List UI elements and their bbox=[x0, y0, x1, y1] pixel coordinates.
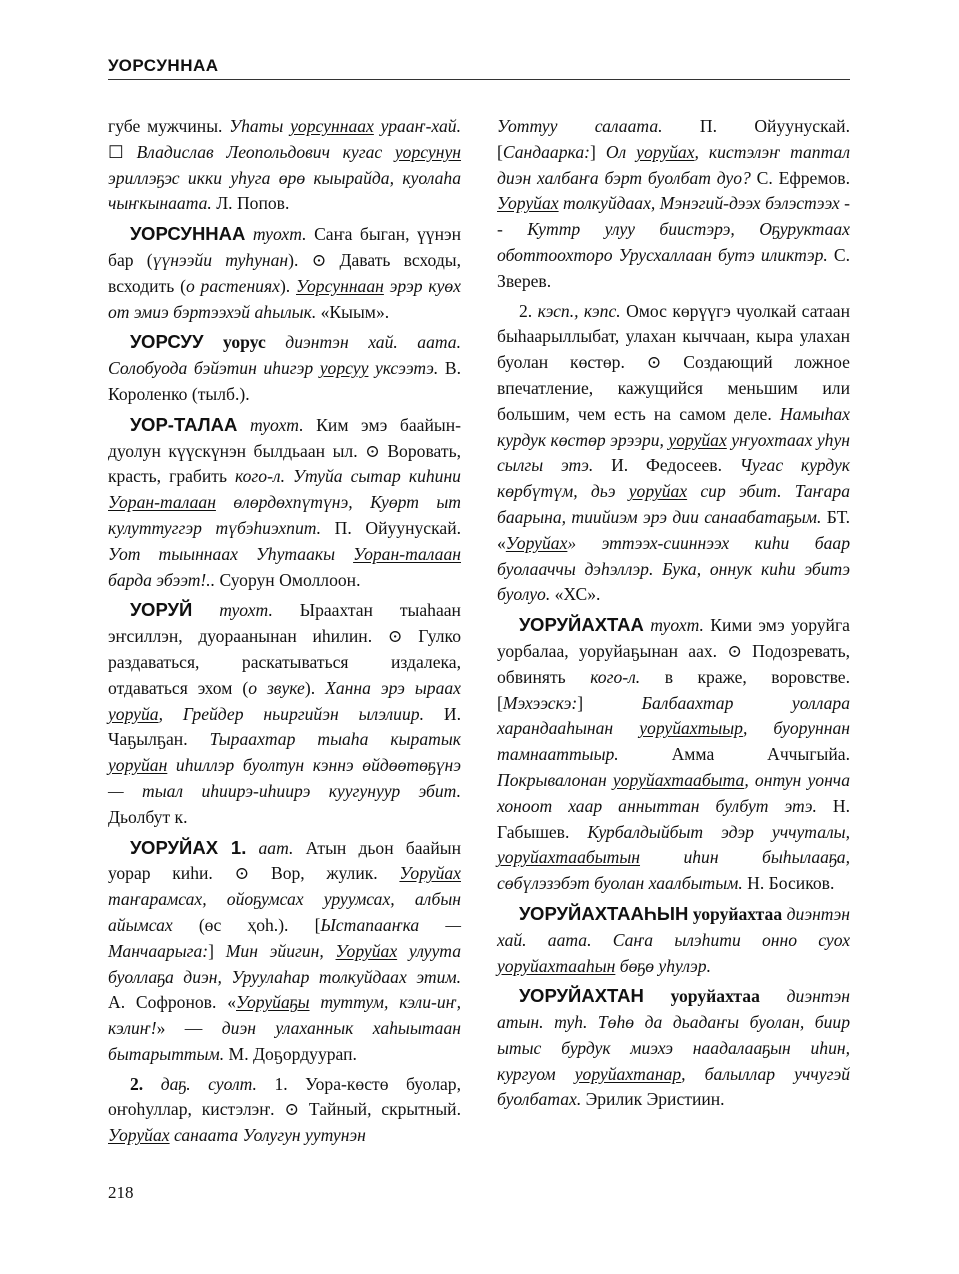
headword: УОРУЙАХ 1. bbox=[130, 836, 247, 858]
italic-text: Утуйа сытар киһини bbox=[293, 466, 461, 487]
headword: УОР-ТАЛАА bbox=[130, 413, 238, 435]
underlined-example-word: уоруйахтыыр bbox=[639, 718, 743, 739]
text-run: 1. Уора-көстө буолар, оҥоһуллар, кистэлэҥ. ⊙ Тайный, скрытный. bbox=[108, 1073, 461, 1120]
text-run: «Кыым». bbox=[316, 301, 390, 322]
text-run: Ыраахтан тыаһаан эҥсиллэн, дуораанынан иһилин. ⊙ Гулко раздаваться, раскатываться издалека, отдаваться эхом ( bbox=[108, 600, 461, 698]
italic-text: Сандаарка: bbox=[502, 141, 590, 162]
underlined-example-word: уоруйахтаабыта bbox=[612, 769, 745, 790]
underlined-example-word: уорсуннаах bbox=[290, 116, 374, 136]
italic-text bbox=[639, 718, 743, 738]
italic-text: Курбалдыйбыт эдэр уччуталы, bbox=[587, 821, 850, 842]
italic-text: өлөрдөхпүтүнэ, Куөрт ыт кулуттуггэр түбэһиэхпит. bbox=[108, 492, 461, 538]
dictionary-entry bbox=[108, 221, 461, 325]
text-run: ] bbox=[589, 141, 606, 162]
italic-text bbox=[108, 704, 159, 724]
dictionary-entry bbox=[497, 901, 850, 979]
italic-text: уксээтэ. bbox=[368, 358, 439, 379]
italic-text: Ол bbox=[605, 141, 637, 162]
italic-text: кого-л. bbox=[235, 466, 285, 487]
italic-text: » эттээх-сииннээх киһи баар буолааччы дэһэллэр. Бука, оннук киһи эбитэ буолуо. bbox=[497, 532, 850, 605]
text-run: Кими эмэ уоруйга уорбалаа, уоруйаҕынан аах. ⊙ Подозревать, обвинять bbox=[497, 615, 850, 687]
text-run: Суорун Омоллоон. bbox=[215, 569, 361, 590]
headword: УОРСУУ bbox=[130, 331, 204, 353]
underlined-example-word: уоруйа bbox=[108, 703, 159, 724]
italic-text bbox=[336, 941, 398, 961]
italic-text: Намыһах курдук көстөр эрээри, bbox=[497, 403, 850, 450]
text-run: Дьолбут к. bbox=[108, 806, 188, 827]
text-run: ). bbox=[279, 275, 296, 296]
italic-text bbox=[296, 276, 384, 296]
italic-text: иһин быһылааҕа, сөбүлэзэбэт буолан хаалбытым. bbox=[497, 847, 850, 894]
italic-text: туохт. bbox=[192, 600, 273, 621]
text-run: С. Зверев. bbox=[497, 244, 850, 291]
dictionary-entry bbox=[497, 983, 850, 1113]
text-run: И. Федосеев. bbox=[593, 455, 740, 476]
text-run: Атын дьон баайын уорар киһи. ⊙ Вор, жулик. bbox=[108, 837, 462, 884]
italic-text: кого-л. bbox=[590, 666, 641, 687]
italic-text: иһиллэр буолтун кэннэ өйдөөтөҕүнэ — тыал иһиирэ-иһиирэ куугунуур эбит. bbox=[108, 755, 461, 801]
headword: УОРУЙАХТААҺЫН bbox=[519, 902, 689, 924]
italic-text: о растениях bbox=[185, 275, 280, 296]
italic-text bbox=[497, 847, 640, 867]
dictionary-entry bbox=[108, 114, 461, 217]
text-run: П. Ойуунускай. [ bbox=[497, 116, 850, 162]
underlined-example-word: Уорсуннаан bbox=[296, 275, 384, 296]
dictionary-entry bbox=[108, 597, 461, 830]
dictionary-entry bbox=[497, 299, 850, 609]
italic-text bbox=[668, 430, 726, 450]
header-rule bbox=[108, 79, 850, 80]
italic-text: Тыраахтар тыаһа кыратык bbox=[209, 729, 461, 750]
italic-text: улуута буоллаҕа диэн, Уруулаһар толкуйдаах этим. bbox=[108, 940, 461, 987]
underlined-example-word: Уоруйах bbox=[335, 940, 398, 961]
underlined-example-word: Уоруйах bbox=[399, 863, 461, 884]
underlined-example-word: Уоруйаҕы bbox=[236, 992, 310, 1013]
italic-text: туохт. bbox=[245, 224, 307, 245]
text-run: ). bbox=[304, 677, 326, 698]
text-run: 2. bbox=[519, 300, 538, 321]
italic-text: кэсп., кэпс. bbox=[537, 300, 621, 321]
italic-text: диэнтэн хай. аата. Солобуода бэйэтин иһигэр bbox=[108, 332, 461, 379]
italic-text: таҥарамсах, ойоҕумсах уруумсах, албын айымсах bbox=[108, 889, 461, 935]
text-run: (өс ҳоһ.). [ bbox=[172, 914, 321, 935]
italic-text: Чугас курдук көрбүтүм, дьэ bbox=[497, 455, 850, 502]
text-run: Н. Габышев. bbox=[497, 795, 850, 842]
italic-text: Уоттуу салаата. bbox=[497, 116, 663, 136]
underlined-example-word: Уоран-талаан bbox=[108, 492, 216, 513]
dictionary-entry bbox=[497, 114, 850, 295]
italic-text bbox=[629, 481, 687, 501]
running-title: УОРСУННАА bbox=[108, 56, 219, 75]
italic-text: диэнтэн атын. туһ. Төһө да дьадаҥы буолан, биир ытыс бурдук миэхэ наадалааҕын иһин, кургуом bbox=[497, 986, 850, 1084]
italic-text bbox=[575, 1064, 681, 1084]
bold-text: уорус bbox=[203, 332, 266, 353]
italic-text: туттум, кэли-иҥ, кэлиҥ! bbox=[108, 992, 461, 1039]
dictionary-entry bbox=[108, 412, 461, 594]
text-run bbox=[285, 466, 293, 486]
bold-text: уоруйахтаа bbox=[688, 903, 783, 924]
underlined-example-word: уоруйах bbox=[628, 481, 688, 502]
text-run: Ким эмэ баайын-дуолун күүскүнэн былдьаан ыл. ⊙ Воровать, красть, грабить bbox=[108, 414, 461, 487]
text-run: БТ. « bbox=[497, 506, 850, 553]
dictionary-entry bbox=[108, 1072, 461, 1149]
text-run: Саҥа быган, үүнэн бар ( bbox=[108, 224, 461, 270]
page-number: 218 bbox=[108, 1183, 134, 1202]
italic-text: диэнтэн хай. аата. Саҥа ылэһити онно суох bbox=[497, 903, 850, 950]
underlined-example-word: уоруйах bbox=[636, 141, 695, 162]
headword: УОРУЙ bbox=[130, 599, 193, 621]
italic-text: даҕ. суолт. bbox=[143, 1073, 257, 1094]
text-run: в краже, воровстве. [ bbox=[497, 666, 851, 713]
text-run: Н. Босиков. bbox=[742, 873, 835, 894]
italic-text: Балбаахтар уоллара харандааһынан bbox=[497, 692, 850, 739]
italic-text bbox=[236, 992, 310, 1012]
italic-text: Покрывалонан bbox=[497, 769, 613, 790]
italic-text: Ыстапааҥка — Манчаарыга: bbox=[108, 914, 461, 961]
italic-text: Владислав Леопольдович кугас bbox=[136, 141, 395, 162]
text-run: А. Софронов. « bbox=[108, 992, 236, 1013]
underlined-example-word: уоруйахтааһын bbox=[497, 955, 616, 976]
text-run: Эрилик Эристиин. bbox=[581, 1089, 725, 1110]
italic-text: , буоруннан тамнааттыыр. bbox=[497, 718, 850, 765]
italic-text: , кистэлэҥ таптал диэн халбаҥа бэрт буолбат дуо? bbox=[497, 141, 850, 188]
italic-text bbox=[108, 1125, 170, 1145]
italic-text bbox=[320, 358, 369, 378]
italic-text: , балыллар уччугэй буолбатах. bbox=[497, 1063, 851, 1110]
underlined-example-word: уорсуу bbox=[319, 358, 369, 379]
italic-text: Мэхээскэ: bbox=[502, 692, 578, 713]
dictionary-entry bbox=[108, 835, 461, 1068]
underlined-example-word: Уоруйах bbox=[108, 1125, 170, 1146]
italic-text: , онтун уонча хоноот хаар анныттан булбут этэ. bbox=[497, 769, 850, 816]
underlined-example-word: Уоруйах bbox=[497, 193, 559, 214]
text-run: Амма Аччыгыйа. bbox=[618, 744, 850, 765]
text-run: «ХС». bbox=[550, 584, 601, 605]
italic-text bbox=[395, 142, 461, 162]
italic-text: бөҕө уһулэр. bbox=[615, 955, 711, 976]
italic-text: , Грейдер ньиргийэн ылэлиир. bbox=[158, 703, 424, 724]
text-run: Л. Попов. bbox=[211, 193, 290, 214]
italic-text: толкуйдаах, Мэнэгий-дээх бэлэстээх -- Куттр улуу биистэрэ, Оҕуруктаах оботтоохторо Урусхаллаан бутэ иликтэр. bbox=[497, 193, 850, 265]
dictionary-entry bbox=[108, 329, 461, 407]
italic-text bbox=[290, 116, 374, 136]
italic-text bbox=[613, 770, 744, 790]
italic-text: барда эбээт!.. bbox=[108, 569, 216, 590]
italic-text: уҥуохтаах уһун сылгы этэ. bbox=[497, 429, 850, 476]
text-run: ] bbox=[577, 692, 642, 713]
underlined-example-word: Уоруйах bbox=[505, 532, 568, 553]
bold-text: уоруйахтаа bbox=[643, 986, 760, 1007]
italic-text bbox=[108, 755, 167, 775]
headword: УОРУЙАХТАА bbox=[519, 614, 644, 636]
text-run: губе мужчины. bbox=[108, 116, 230, 136]
italic-text bbox=[399, 863, 461, 883]
italic-text: аат. bbox=[246, 837, 294, 858]
bold-text: 2. bbox=[130, 1073, 144, 1094]
italic-text bbox=[353, 544, 461, 564]
italic-text: эриллэҕэс икки уһуга өрө кыырайда, куолаһа чыҥкынаата. bbox=[108, 167, 461, 214]
italic-text bbox=[636, 142, 694, 162]
italic-text bbox=[108, 492, 216, 512]
italic-text: санаата Уолугун уутунэн bbox=[169, 1125, 366, 1146]
italic-text: о звуке bbox=[248, 677, 305, 698]
underlined-example-word: Уоран-талаан bbox=[353, 543, 461, 564]
italic-text bbox=[497, 956, 615, 976]
text-run: » — bbox=[156, 1018, 222, 1039]
headword: УОРСУННАА bbox=[130, 223, 246, 245]
italic-text: диэн улаханнык хаһыытаан бытарыттым. bbox=[108, 1018, 461, 1064]
text-run: М. Доҕордуурап. bbox=[224, 1043, 357, 1064]
text-run: И. Чаҕылҕан. bbox=[108, 703, 461, 750]
italic-text: эрэр куөх от эмиэ бэртээхэй аһылык. bbox=[108, 275, 461, 322]
italic-text: үүнээйи туһунан bbox=[152, 249, 289, 270]
italic-text: урааҥ-хай. bbox=[373, 116, 462, 136]
italic-text: Ханна эрэ ыраах bbox=[325, 677, 461, 698]
underlined-example-word: уоруйах bbox=[668, 429, 727, 450]
text-run: В. Короленко (тылб.). bbox=[108, 358, 461, 404]
text-run: ] bbox=[208, 940, 226, 961]
italic-text: Уот тыыннаах Уһутаакы bbox=[108, 543, 354, 564]
italic-text bbox=[506, 533, 568, 553]
underlined-example-word: уоруйан bbox=[108, 755, 168, 776]
text-run: ). ⊙ Давать всходы, всходить ( bbox=[108, 249, 461, 296]
italic-text: туохт. bbox=[643, 615, 704, 636]
underlined-example-word: уорсунун bbox=[394, 141, 462, 162]
underlined-example-word: уоруйахтаабытын bbox=[497, 847, 641, 868]
italic-text: сир эбит. Таҥара баарына, тиийиэм эрэ дии санаабатаҕым. bbox=[497, 481, 850, 527]
italic-text: туохт. bbox=[237, 414, 304, 435]
headword: УОРУЙАХТАН bbox=[519, 985, 644, 1007]
text-run: П. Ойуунускай. bbox=[321, 517, 462, 538]
dictionary-entry bbox=[497, 612, 850, 897]
right-column bbox=[497, 114, 850, 1117]
left-column bbox=[108, 114, 461, 1153]
text-run: Омос көрүүгэ чуолкай сатаан быһаарыллыбат, улахан кыччаан, кыра улахан буолан көстөр. ⊙ Создающий ложное впечатление, кажущийся меньшим или большим, чем есть на самом деле. bbox=[497, 300, 850, 424]
italic-text: Уһаты bbox=[229, 116, 291, 136]
text-run: С. Ефремов. bbox=[750, 167, 850, 188]
italic-text: Мин эйигин, bbox=[225, 940, 336, 961]
underlined-example-word: уоруйахтанар bbox=[574, 1063, 682, 1084]
text-run: ☐ bbox=[108, 141, 137, 162]
italic-text bbox=[497, 193, 559, 213]
